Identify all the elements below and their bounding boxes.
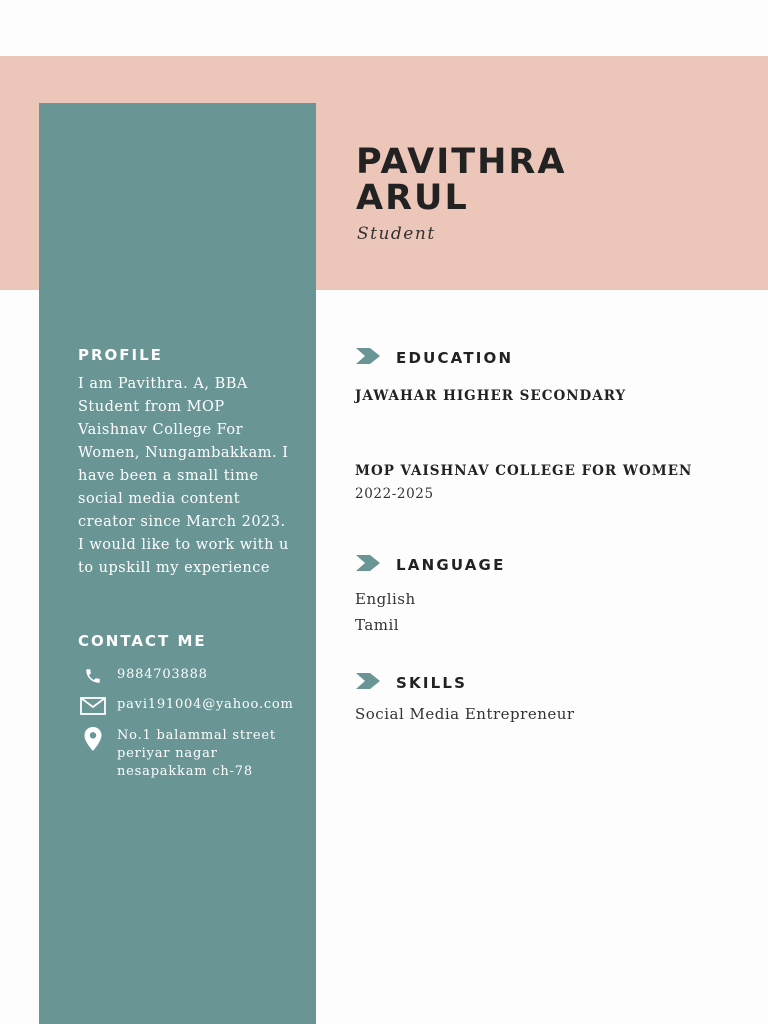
language-item: Tamil <box>355 616 400 634</box>
language-item: English <box>355 590 416 608</box>
email-address: pavi191004@yahoo.com <box>117 697 294 712</box>
last-name: ARUL <box>356 178 469 218</box>
first-name: PAVITHRA <box>356 142 567 182</box>
education-entry-title: JAWAHAR HIGHER SECONDARY <box>355 388 627 404</box>
contact-heading: CONTACT ME <box>78 632 207 650</box>
education-entry-title: MOP VAISHNAV COLLEGE FOR WOMEN <box>355 463 693 479</box>
postal-address: No.1 balammal street periyar nagar nesapakkam ch-78 <box>117 728 276 779</box>
education-section-header <box>356 346 513 370</box>
chevron-right-icon <box>356 553 382 577</box>
job-title: Student <box>357 224 436 244</box>
skills-heading: SKILLS <box>396 674 468 692</box>
person-name <box>356 144 566 216</box>
profile-heading: PROFILE <box>78 346 163 364</box>
education-entry-years: 2022-2025 <box>355 486 434 502</box>
language-heading: LANGUAGE <box>396 556 506 574</box>
profile-text: I am Pavithra. A, BBA Student from MOP Vaishnav College For Women, Nungambakkam. I have been a small time social media content creator since March 2023. I would like to work with u to upskill my experience <box>78 376 289 576</box>
skill-item: Social Media Entrepreneur <box>355 705 575 723</box>
location-pin-icon <box>78 727 108 751</box>
contact-phone <box>78 666 208 686</box>
envelope-icon <box>78 696 108 716</box>
contact-address <box>78 727 287 781</box>
chevron-right-icon <box>356 671 382 695</box>
phone-icon <box>78 666 108 686</box>
chevron-right-icon <box>356 346 382 370</box>
language-section-header <box>356 553 506 577</box>
contact-email <box>78 696 294 716</box>
phone-number: 9884703888 <box>117 667 208 682</box>
skills-section-header <box>356 671 467 695</box>
education-heading: EDUCATION <box>396 349 514 367</box>
